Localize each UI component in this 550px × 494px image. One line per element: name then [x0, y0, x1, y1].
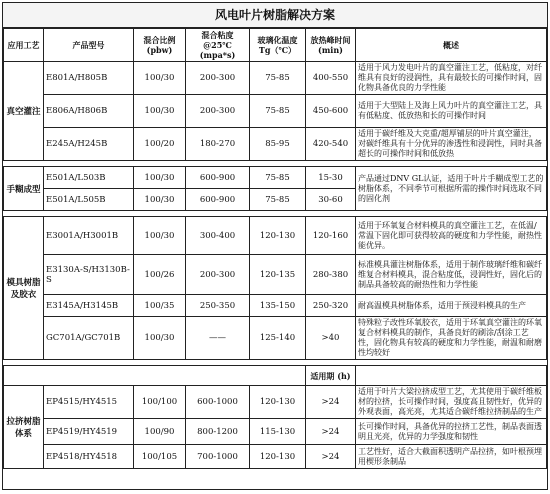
desc-cell: 产品通过DNV GL认证，适用于叶片手糊成型工艺的树脂体系，不同季节可根据所需的操作时间选取不同的固化剂 — [356, 167, 547, 211]
tg-cell: 115-130 — [250, 419, 306, 445]
model-cell: E3001A/H3001B — [44, 217, 134, 255]
tg-cell: 135-150 — [250, 295, 306, 317]
time-cell: >24 — [306, 386, 356, 419]
viscosity-cell: 200-300 — [186, 62, 250, 95]
model-cell: E806A/H806B — [44, 95, 134, 128]
desc-cell: 耐高温模具树脂体系，适用于预浸料模具的生产 — [356, 295, 547, 317]
desc-cell: 适用于环氧复合材料模具的真空灌注工艺，在低温/常温下固化即可获得较高的硬度和力学性能，耐热性能优异。 — [356, 217, 547, 255]
model-cell: EP4518/HY4518 — [44, 445, 134, 469]
category-cell: 拉挤树脂体系 — [4, 386, 44, 469]
model-cell: E501A/L503B — [44, 167, 134, 189]
model-cell: E801A/H805B — [44, 62, 134, 95]
ratio-cell: 100/30 — [134, 95, 186, 128]
time-cell: >24 — [306, 419, 356, 445]
tg-cell: 75-85 — [250, 62, 306, 95]
header-tg: 玻璃化温度 Tg（℃） — [250, 29, 306, 62]
tg-cell: 120-130 — [250, 445, 306, 469]
time-cell: >24 — [306, 445, 356, 469]
time-cell: 250-320 — [306, 295, 356, 317]
ratio-cell: 100/30 — [134, 217, 186, 255]
model-cell: E245A/H245B — [44, 128, 134, 161]
header-model: 产品型号 — [44, 29, 134, 62]
time-cell: 120-160 — [306, 217, 356, 255]
viscosity-cell: 600-900 — [186, 167, 250, 189]
category-cell: 模具树脂及胶衣 — [4, 217, 44, 360]
subheader-pot-life: 适用期 (h) — [306, 366, 356, 386]
time-cell: 280-380 — [306, 255, 356, 295]
header-viscosity: 混合粘度@25℃ (mpa*s) — [186, 29, 250, 62]
desc-cell: 适用于风力发电叶片的真空灌注工艺，低粘度，对纤维具有良好的浸润性，具有最较长的可操作时间，固化物具备优良的力学性能 — [356, 62, 547, 95]
tg-cell: 75-85 — [250, 167, 306, 189]
header-process: 应用工艺 — [4, 29, 44, 62]
ratio-cell: 100/30 — [134, 167, 186, 189]
subheader-blank — [4, 366, 306, 386]
tg-cell: 85-95 — [250, 128, 306, 161]
viscosity-cell: 200-300 — [186, 95, 250, 128]
resin-table — [3, 28, 547, 469]
time-cell: 15-30 — [306, 167, 356, 189]
desc-cell: 标准模具灌注树脂体系，适用于制作玻璃纤维和碳纤维复合材料模具，混合粘度低，浸润性好，固化后的制品具备较高的耐热性和力学性能 — [356, 255, 547, 295]
tg-cell: 120-135 — [250, 255, 306, 295]
model-cell: E501A/L505B — [44, 189, 134, 211]
page-title: 风电叶片树脂解决方案 — [3, 3, 547, 28]
viscosity-cell: 200-300 — [186, 255, 250, 295]
tg-cell: 75-85 — [250, 95, 306, 128]
time-cell: 420-540 — [306, 128, 356, 161]
desc-cell: 适用于大型陆上及海上风力叶片的真空灌注工艺，具有低粘度、低放热和长的可操作时间 — [356, 95, 547, 128]
tg-cell: 120-130 — [250, 217, 306, 255]
time-cell: 30-60 — [306, 189, 356, 211]
ratio-cell: 100/100 — [134, 386, 186, 419]
ratio-cell: 100/90 — [134, 419, 186, 445]
model-cell: E3130A-S/H3130B-S — [44, 255, 134, 295]
desc-cell: 适用于叶片大梁拉挤成型工艺，尤其使用于碳纤维板材的拉挤，长可操作时间，强度高且韧性好，优异的外观表面，高光亮，尤其适合碳纤维拉挤制品的生产 — [356, 386, 547, 419]
ratio-cell: 100/30 — [134, 317, 186, 360]
time-cell: 450-600 — [306, 95, 356, 128]
viscosity-cell: 600-1000 — [186, 386, 250, 419]
model-cell: EP4515/HY4515 — [44, 386, 134, 419]
viscosity-cell: 250-350 — [186, 295, 250, 317]
viscosity-cell: 700-1000 — [186, 445, 250, 469]
desc-cell: 特殊粒子改性环氧胶衣，适用于环氧真空灌注的环氧复合材料模具的制作，具备良好的刷涂/刮涂工艺性，固化物具有较高的硬度和力学性能，耐温和耐磨性均较好 — [356, 317, 547, 360]
ratio-cell: 100/35 — [134, 295, 186, 317]
tg-cell: 75-85 — [250, 189, 306, 211]
model-cell: GC701A/GC701B — [44, 317, 134, 360]
model-cell: E3145A/H3145B — [44, 295, 134, 317]
ratio-cell: 100/30 — [134, 62, 186, 95]
viscosity-cell: —— — [186, 317, 250, 360]
viscosity-cell: 180-270 — [186, 128, 250, 161]
tg-cell: 120-130 — [250, 386, 306, 419]
ratio-cell: 100/26 — [134, 255, 186, 295]
viscosity-cell: 800-1200 — [186, 419, 250, 445]
ratio-cell: 100/105 — [134, 445, 186, 469]
category-cell: 真空灌注 — [4, 62, 44, 161]
header-ratio: 混合比例 (pbw) — [134, 29, 186, 62]
viscosity-cell: 300-400 — [186, 217, 250, 255]
document-page — [2, 2, 548, 490]
category-cell: 手糊成型 — [4, 167, 44, 211]
time-cell: 400-550 — [306, 62, 356, 95]
ratio-cell: 100/20 — [134, 128, 186, 161]
subheader-blank — [356, 366, 547, 386]
time-cell: >40 — [306, 317, 356, 360]
ratio-cell: 100/30 — [134, 189, 186, 211]
header-desc: 概述 — [356, 29, 547, 62]
desc-cell: 长可操作时间，具备优异的拉挤工艺性，制品表面透明且光亮，优异的力学强度和韧性 — [356, 419, 547, 445]
desc-cell: 适用于碳纤维及大克重/超厚铺层的叶片真空灌注，对碳纤维具有十分优异的渗透性和浸润性，同时具备超长的可操作时间和低放热 — [356, 128, 547, 161]
desc-cell: 工艺性好，适合大截面积透明产品拉挤，如叶根预埋用楔形条制品 — [356, 445, 547, 469]
tg-cell: 125-140 — [250, 317, 306, 360]
model-cell: EP4519/HY4519 — [44, 419, 134, 445]
header-time: 放热峰时间 (min) — [306, 29, 356, 62]
viscosity-cell: 600-900 — [186, 189, 250, 211]
